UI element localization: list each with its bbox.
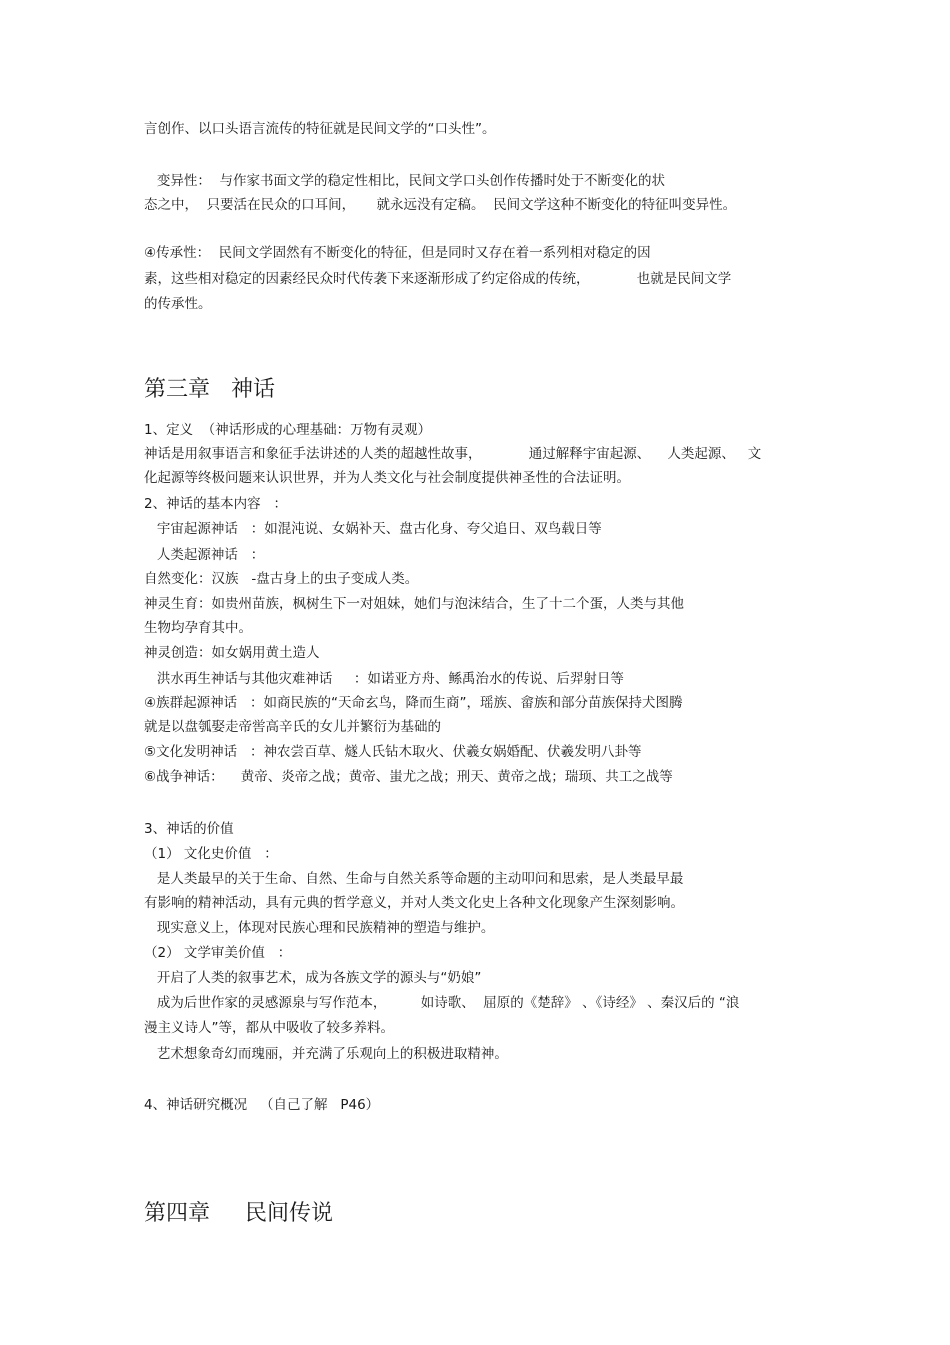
list-item: ④族群起源神话 ：如商民族的“天命玄鸟，降而生商”，瑶族、畲族和部分苗族保持犬图腾	[144, 695, 683, 711]
sub-heading: （2） 文学审美价值 ：	[144, 945, 292, 961]
list-item: ⑥战争神话： 黄帝、炎帝之战；黄帝、蚩尤之战；刑天、黄帝之战；瑞顼、共工之战等	[144, 769, 673, 785]
chapter-title: 第四章 民间传说	[144, 1201, 333, 1226]
paragraph-line: 漫主义诗人”等，都从中吸收了较多养料。	[144, 1020, 394, 1036]
paragraph-line: 素，这些相对稳定的因素经民众时代传袭下来逐渐形成了约定俗成的传统， 也就是民间文学	[144, 271, 732, 287]
list-item: ⑤文化发明神话 ：神农尝百草、燧人氏钻木取火、伏羲女娲婚配、伏羲发明八卦等	[144, 744, 642, 760]
list-item: 洪水再生神话与其他灾难神话 ：如诺亚方舟、鲧禹治水的传说、后羿射日等	[144, 671, 624, 687]
paragraph-line: 言创作、以口头语言流传的特征就是民间文学的“口头性”。	[144, 121, 496, 137]
list-item: 自然变化：汉族 -盘古身上的虫子变成人类。	[144, 571, 419, 587]
paragraph-line: 态之中， 只要活在民众的口耳间， 就永远没有定稿。 民间文学这种不断变化的特征叫变异性。	[144, 197, 737, 213]
paragraph-line: 有影响的精神活动，具有元典的哲学意义，并对人类文化史上各种文化现象产生深刻影响。	[144, 895, 684, 911]
paragraph-line: ④传承性： 民间文学固然有不断变化的特征，但是同时又存在着一系列相对稳定的因	[144, 245, 651, 261]
paragraph-line: 是人类最早的关于生命、自然、生命与自然关系等命题的主动叩问和思索，是人类最早最	[144, 871, 684, 887]
list-item: 宇宙起源神话 ：如混沌说、女娲补天、盘古化身、夸父追日、双鸟载日等	[144, 521, 602, 537]
list-item: 神灵创造：如女娲用黄土造人	[144, 645, 320, 661]
chapter-title: 第三章 神话	[144, 377, 275, 402]
paragraph-line: 神话是用叙事语言和象征手法讲述的人类的超越性故事， 通过解释宇宙起源、 人类起源、 文	[144, 446, 762, 462]
section-heading: 1、定义 （神话形成的心理基础：万物有灵观）	[144, 422, 432, 438]
list-item: 人类起源神话 ：	[144, 547, 265, 563]
sub-heading: （1） 文化史价值 ：	[144, 846, 278, 862]
section-heading: 2、神话的基本内容 ：	[144, 496, 287, 512]
paragraph-line: 的传承性。	[144, 296, 212, 312]
paragraph-line: 化起源等终极问题来认识世界，并为人类文化与社会制度提供神圣性的合法证明。	[144, 470, 630, 486]
paragraph-line: 开启了人类的叙事艺术，成为各族文学的源头与“奶娘”	[144, 970, 482, 986]
list-item: 生物均孕育其中。	[144, 620, 252, 636]
paragraph-line: 变异性： 与作家书面文学的稳定性相比，民间文学口头创作传播时处于不断变化的状	[144, 173, 665, 189]
list-item: 神灵生育：如贵州苗族，枫树生下一对姐妹，她们与泡沫结合，生了十二个蛋，人类与其他	[144, 596, 684, 612]
section-heading: 3、神话的价值	[144, 821, 234, 837]
list-item: 就是以盘瓠娶走帝喾高辛氏的女儿并繁衍为基础的	[144, 719, 441, 735]
paragraph-line: 艺术想象奇幻而瑰丽，并充满了乐观向上的积极进取精神。	[144, 1046, 508, 1062]
paragraph-line: 现实意义上，体现对民族心理和民族精神的塑造与维护。	[144, 920, 495, 936]
section-heading: 4、神话研究概况 （自己了解 P46）	[144, 1097, 380, 1113]
paragraph-line: 成为后世作家的灵感源泉与写作范本， 如诗歌、 屈原的《楚辞》 、《诗经》 、秦汉后的 “浪	[144, 995, 740, 1011]
